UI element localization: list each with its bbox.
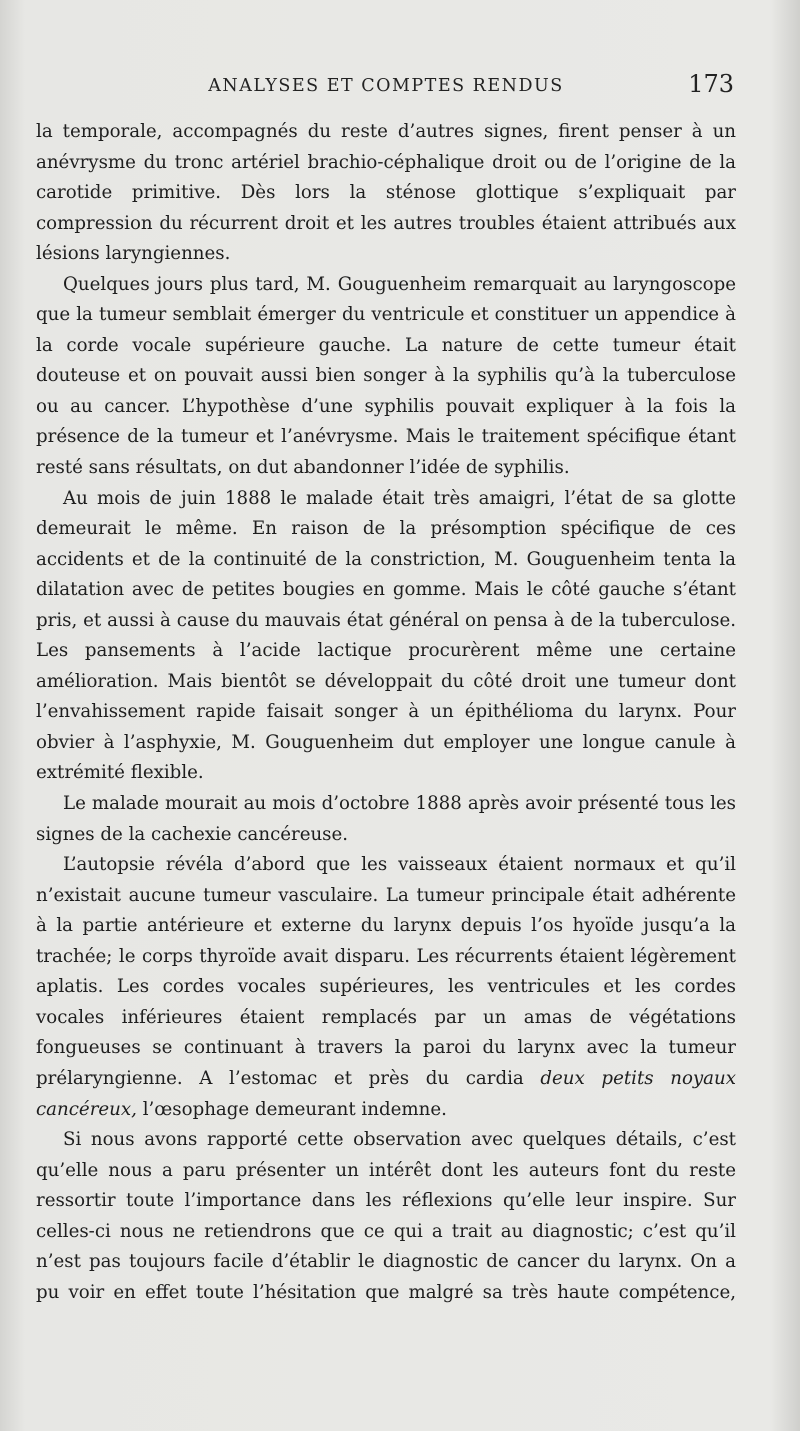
page-number: 173 <box>688 70 734 98</box>
body-text <box>36 117 736 1308</box>
paragraph-4: Le malade mourait au mois d’octobre 1888 après avoir présenté tous les signes de la cachexie cancéreuse. <box>36 793 736 845</box>
paragraph-3: Au mois de juin 1888 le malade était très amaigri, l’état de sa glotte demeurait le même. En raison de la présomption spécifique de ces accidents et de la continuité de la constriction, M. Gouguenheim tenta la dilatation avec de petites bougies en gomme. Mais le côté gauche s’étant pris, et aussi à cause du mauvais état général on pensa à de la tuberculose. Les pansements à l’acide lactique procurèrent même une certaine amélioration. Mais bientôt se développait du côté droit une tumeur dont l’envahissement rapide faisait songer à un épithélioma du larynx. Pour obvier à l’asphyxie, M. Gouguenheim dut employer une longue canule à extrémité flexible. <box>36 487 736 784</box>
running-head: ANALYSES ET COMPTES RENDUS <box>208 76 564 96</box>
paragraph-5 <box>36 850 736 1125</box>
paragraph-1: la temporale, accompagnés du reste d’autres signes, firent penser à un anévrysme du tronc artériel brachio-céphalique droit ou de l’origine de la carotide primitive. Dès lors la sténose glottique s’expliquait par compression du récurrent droit et les autres troubles étaient attribués aux lésions laryngiennes. <box>36 121 736 265</box>
paragraph-6: Si nous avons rapporté cette observation avec quelques détails, c’est qu’elle nous a paru présenter un intérêt dont les auteurs font du reste ressortir toute l’importance dans les réflexions qu’elle leur inspire. Sur celles-ci nous ne retiendrons que ce qui a trait au diagnostic; c’est qu’il n’est pas toujours facile d’établir le diagnostic de cancer du larynx. On a pu voir en effet toute l’hésitation que malgré sa très haute compétence, <box>36 1129 736 1303</box>
page-header <box>36 70 736 104</box>
paragraph-2: Quelques jours plus tard, M. Gouguenheim remarquait au laryngoscope que la tumeur semblait émerger du ventricule et constituer un appendice à la corde vocale supérieure gauche. La nature de cette tumeur était douteuse et on pouvait aussi bien songer à la syphilis qu’à la tuberculose ou au cancer. L’hypothèse d’une syphilis pouvait expliquer à la fois la présence de la tumeur et l’anévrysme. Mais le traitement spécifique étant resté sans résultats, on dut abandonner l’idée de syphilis. <box>36 273 736 479</box>
paragraph-5-text-b: l’œsophage demeurant indemne. <box>142 1098 447 1120</box>
paragraph-5-text-a: L’autopsie révéla d’abord que les vaisseaux étaient normaux et qu’il n’existait aucune tumeur vasculaire. La tumeur principale était adhérente à la partie antérieure et externe du larynx depuis l’os hyoïde jusqu’a la trachée; le corps thyroïde avait disparu. Les récurrents étaient légèrement aplatis. Les cordes vocales supérieures, les ventricules et les cordes vocales inférieures étaient remplacés par un amas de végétations fongueuses se continuant à travers la paroi du larynx avec la tumeur prélaryngienne. A l’estomac et près du cardia <box>36 854 736 1089</box>
paragraph-5-italic: deux petits noyaux cancéreux, <box>36 1067 736 1120</box>
